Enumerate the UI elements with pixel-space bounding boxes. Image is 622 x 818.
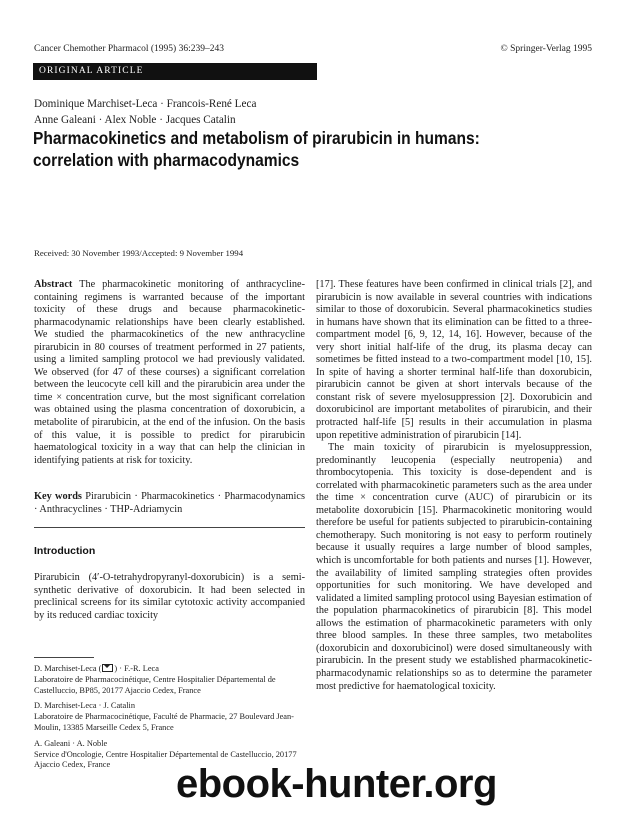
copyright-notice: © Springer-Verlag 1995 [500, 44, 592, 54]
introduction-paragraph: Pirarubicin (4′-O-tetrahydropyranyl-doxorubicin) is a semi-synthetic derivative of doxorubicin. It had been selected in preclinical screens for its similar cytotoxic activity accompanied by its reduced cardiac toxicity [34, 572, 305, 621]
introduction-heading: Introduction [34, 545, 96, 557]
author-line-2: Anne Galeani · Alex Noble · Jacques Catalin [34, 113, 236, 126]
author-list [34, 97, 256, 128]
author-line-1: Dominique Marchiset-Leca · Francois-René Leca [34, 98, 257, 110]
introduction-text [34, 572, 305, 622]
article-title [33, 127, 537, 171]
article-type-banner: ORIGINAL ARTICLE [33, 63, 317, 80]
body-paragraph-1: [17]. These features have been confirmed in clinical trials [2], and pirarubicin is now available in several countries with indications similar to those of doxorubicin. Several pharmacokinetics studies in humans have shown that its elimination can be fitted to a three-compartment model [6, 9, 12, 14, 16]. However, because of the very short initial half-life of the drug, its plasma decay can sometimes be fitted instead to a two-compartment model [10, 15]. In spite of having a shorter terminal half-life than doxorubicin, pirarubicin cannot be given at short intervals because of the constant risk of severe myelosuppression [2]. Doxorubicin and doxorubicinol are important metabolites of pirarubicin, and their protracted half-life [5] results in their accumulation in plasma upon repetitive administration of pirarubicin [14]. [316, 279, 592, 441]
abstract [34, 279, 305, 467]
affiliation-1: D. Marchiset-Leca ( ) · F.-R. Leca Laboratoire de Pharmacocinétique, Centre Hospitalier Départemental de Castelluccio, BP85, 20177 Ajaccio Cedex, France [34, 664, 276, 695]
affiliation-3-address: Service d'Oncologie, Centre Hospitalier Départemental de Castelluccio, 20177 Ajaccio Cedex, France [34, 749, 297, 770]
affiliation-2 [34, 701, 309, 733]
watermark: ebook-hunter.org [176, 762, 497, 806]
body-paragraph-2: The main toxicity of pirarubicin is myelosuppression, predominantly leucopenia (especially neutropenia) and thrombocytopenia. This toxicity is dose-dependent and is correlated with pharmacokinetic parameters such as the area under the time × concentration curve (AUC) of pirarubicin or its metabolite doxorubicin [15]. Pharmacokinetic monitoring would therefore be useful for patients subjected to pirarubicin-containing chemotherapy. Such monitoring is not easy to perform routinely because it usually requires a large number of blood samples, which is uncomfortable for both patients and nurses [1]. However, the availability of limited sampling strategies often provides opportunities for such monitoring. We have developed and validated a limited sampling protocol using Bayesian estimation of the population pharmacokinetics of pirarubicin [8]. This model allows the estimation of pharmacokinetic parameters with only three blood samples. In these three samples, two metabolites (doxorubicin and doxorubicinol) were dosed simultaneously with pirarubicin. In the present study we established pharmacokinetic-pharmacodynamic relationships so as to determine the parameter most predictive for haematological toxicity. [316, 442, 592, 692]
affiliation-3-names: A. Galeani · A. Noble [34, 738, 108, 748]
right-column-text [316, 279, 592, 693]
affiliation-2-names: D. Marchiset-Leca · J. Catalin [34, 701, 136, 711]
affiliations [34, 664, 309, 776]
keywords-label: Key words [34, 491, 82, 502]
abstract-label: Abstract [34, 279, 73, 290]
title-line-1: Pharmacokinetics and metabolism of pirarubicin in humans: [33, 128, 480, 148]
journal-citation: Cancer Chemother Pharmacol (1995) 36:239–243 [34, 44, 224, 54]
section-divider [34, 527, 305, 528]
title-line-2: correlation with pharmacodynamics [33, 150, 300, 170]
footnote-rule [34, 657, 94, 658]
keywords-text: Pirarubicin · Pharmacokinetics · Pharmacodynamics · Anthracyclines · THP-Adriamycin [34, 491, 305, 515]
keywords [34, 491, 305, 516]
affiliation-2-address: Laboratoire de Pharmacocinétique, Faculté de Pharmacie, 27 Boulevard Jean-Moulin, 13385 Marseille Cedex 5, France [34, 712, 294, 732]
received-dates: Received: 30 November 1993/Accepted: 9 November 1994 [34, 248, 244, 258]
envelope-icon [102, 664, 113, 672]
affiliation-1-address: Laboratoire de Pharmacocinétique, Centre Hospitalier Départemental de Castelluccio, BP85, 20177 Ajaccio Cedex, France [34, 674, 276, 695]
abstract-text: The pharmacokinetic monitoring of anthracycline-containing regimens is warranted because of the important toxicity of these drugs and because pharmacokinetic-pharmacodynamic relationships have been clearly established. We studied the pharmacokinetics of the new anthracycline pirarubicin in 80 courses of treatment performed in 27 patients, using a limited sampling protocol we had previously validated. We observed (for 47 of these courses) a significant correlation between the leucocyte cell kill and the pirarubicin area under the time × concentration curve, but the most significant correlation was obtained using the plasma concentration of doxorubicin, a metabolite of pirarubicin, at the end of the infusion. On the basis of this value, it is possible to predict for pirarubicin haematological toxicity in a way that can help the clinician in identifying patients at risk for toxicity. [34, 279, 306, 466]
